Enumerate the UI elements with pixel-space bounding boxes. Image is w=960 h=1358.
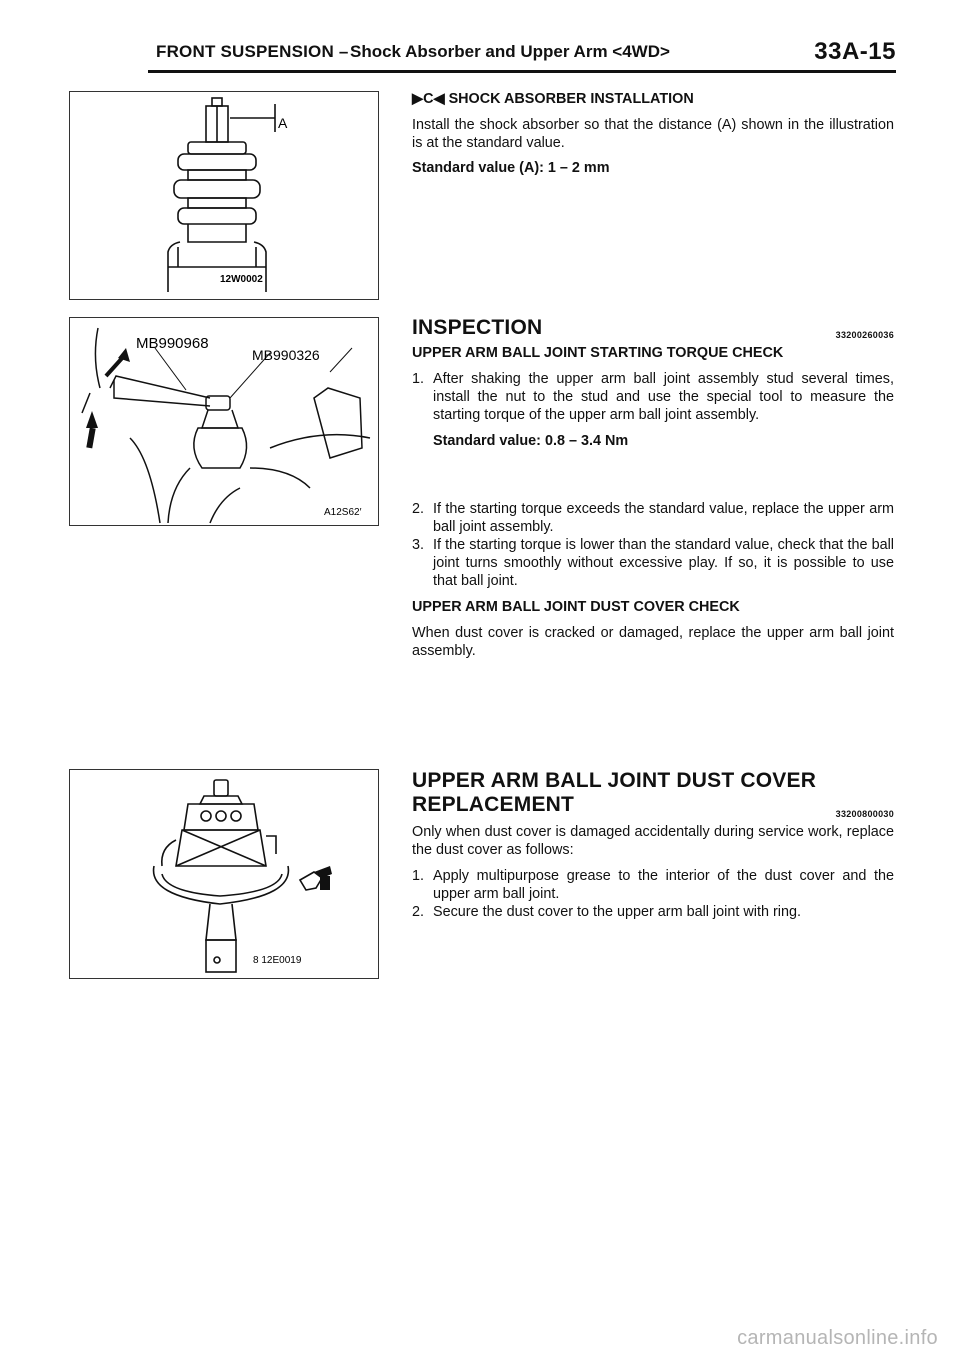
- step-text: After shaking the upper arm ball joint assembly stud several times, install the nut to the stud and use the special tool to measure the starting torque of the upper arm ball joint assembly.: [433, 371, 894, 423]
- marker-left-triangle-icon: ▶: [412, 91, 424, 107]
- step-text: Apply multipurpose grease to the interior of the dust cover and the upper arm ball joint.: [433, 868, 894, 902]
- tool-label-mb990326: MB990326: [252, 347, 320, 363]
- section-title: FRONT SUSPENSION –: [156, 42, 349, 61]
- inspection-section: [412, 316, 894, 660]
- page-number: 33A-15: [814, 38, 896, 65]
- marker-right-triangle-icon: ◀: [433, 91, 445, 107]
- inspection-step-3: [412, 536, 894, 590]
- shock-installation-heading: [412, 90, 894, 108]
- replacement-heading-row: [412, 793, 894, 819]
- inspection-title: INSPECTION: [412, 316, 543, 339]
- shock-installation-title: SHOCK ABSORBER INSTALLATION: [448, 91, 694, 107]
- shock-installation-section: [412, 90, 894, 177]
- step-text: Secure the dust cover to the upper arm ball joint with ring.: [433, 904, 801, 920]
- subsection-title: Shock Absorber and Upper Arm <4WD>: [350, 42, 670, 61]
- step-text: If the starting torque exceeds the standard value, replace the upper arm ball joint assembly.: [433, 501, 894, 535]
- replacement-step-2: [412, 903, 894, 921]
- inspection-step-1: [412, 370, 894, 424]
- replacement-intro: Only when dust cover is damaged accidentally during service work, replace the dust cover as follows:: [412, 824, 894, 858]
- shock-installation-body: Install the shock absorber so that the distance (A) shown in the illustration is at the standard value.: [412, 117, 894, 151]
- step-number: 3.: [412, 537, 425, 553]
- replacement-section: [412, 769, 894, 921]
- figure-code: 12W0002: [220, 274, 263, 285]
- dust-cover-illustration: [70, 770, 378, 978]
- figure-shock-absorber: [69, 91, 379, 300]
- shock-installation-standard-value: Standard value (A): 1 – 2 mm: [412, 160, 610, 176]
- watermark: carmanualsonline.info: [737, 1327, 938, 1349]
- dust-cover-check-title: UPPER ARM BALL JOINT DUST COVER CHECK: [412, 599, 740, 615]
- torque-check-subtitle: UPPER ARM BALL JOINT STARTING TORQUE CHECK: [412, 345, 784, 361]
- step-number: 1.: [412, 371, 425, 387]
- dust-cover-check-body: When dust cover is cracked or damaged, replace the upper arm ball joint assembly.: [412, 625, 894, 659]
- torque-check-illustration: [70, 318, 378, 525]
- inspection-heading-row: [412, 316, 894, 342]
- replacement-title-line1: UPPER ARM BALL JOINT DUST COVER: [412, 769, 817, 792]
- figure-dust-cover: [69, 769, 379, 979]
- figure-code: A12S62′: [324, 507, 362, 518]
- figure-torque-check: [69, 317, 379, 526]
- torque-standard-value: Standard value: 0.8 – 3.4 Nm: [433, 433, 629, 449]
- marker-letter: C: [423, 91, 434, 107]
- tool-label-mb990968: MB990968: [136, 335, 209, 352]
- figure-label-a: A: [278, 115, 288, 131]
- header-rule: [148, 70, 896, 73]
- shock-absorber-illustration: [70, 92, 378, 299]
- step-number: 2.: [412, 501, 425, 517]
- page-header: [148, 40, 896, 70]
- figure-code: 8 12E0019: [253, 955, 302, 966]
- step-number: 2.: [412, 904, 425, 920]
- step-text: If the starting torque is lower than the standard value, check that the ball joint turns smoothly without excessive play. If so, it is possible to use that ball joint.: [433, 537, 894, 589]
- replacement-step-1: [412, 867, 894, 903]
- step-number: 1.: [412, 868, 425, 884]
- replacement-title-line2: REPLACEMENT: [412, 793, 575, 816]
- replacement-code: 33200800030: [835, 809, 894, 819]
- inspection-step-2: [412, 500, 894, 536]
- inspection-code: 33200260036: [835, 330, 894, 340]
